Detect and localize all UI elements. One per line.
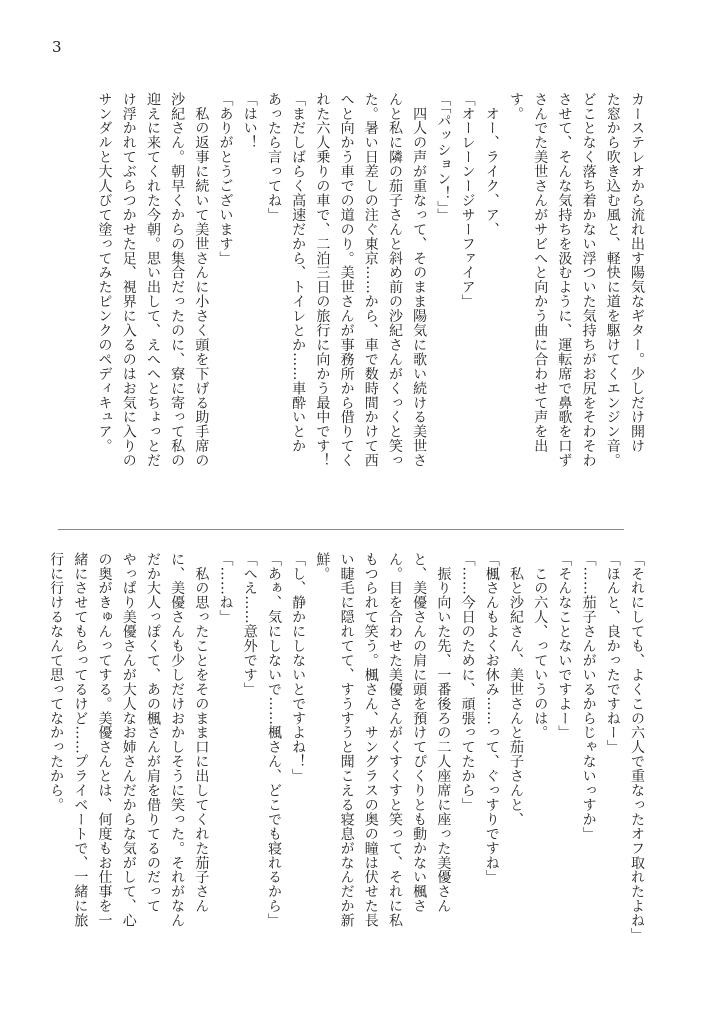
- text-line: 「あぁ、気にしないで……楓さん、どこでも寝れるから」: [265, 552, 282, 928]
- text-line: サンダルと大人びて塗ってみたピンクのペディキュア。: [96, 92, 113, 454]
- text-line: 「楓さんもよくお休み……って、ぐっすりですね」: [483, 552, 500, 885]
- text-line: 鮮。: [314, 552, 331, 581]
- text-line: 「オーレーンージサーファイア」: [459, 92, 476, 309]
- text-line: 「ほんと、良かったですねー」: [604, 552, 621, 755]
- text-line: させて、そんな気持ちを汲むように、運転席で鼻歌を口ず: [556, 92, 573, 468]
- text-line: もつられて笑う。楓さん、サングラスの奥の瞳は伏せた長: [362, 552, 379, 928]
- text-line: さんでた美世さんがサビへと向かう曲に合わせて声を出: [532, 92, 549, 454]
- text-line: 「それにしても、よくこの六人で重なったオフ取れたよね」: [629, 552, 645, 943]
- top-text-block: [49, 92, 649, 512]
- text-line: 迎えに来てくれた今朝。思い出して、えへへとちょっとだ: [144, 92, 161, 468]
- text-line: 「「パッション！」」: [435, 92, 452, 223]
- text-line: 「そんなことないですよー」: [556, 552, 573, 740]
- bottom-text-block: [49, 552, 649, 992]
- text-line: の奥がきゅんってする。美優さんとは、何度もお仕事を一: [96, 552, 113, 928]
- text-line: け浮かれてぶらつかせた足、視界に入るのはお気に入りの: [120, 92, 137, 468]
- text-line: 「……茄子さんがいるからじゃないっすか」: [580, 552, 597, 841]
- text-line: 行に行けるなんて思ってなかったから。: [48, 552, 65, 813]
- text-line: へと向かう車での道のり。美世さんが事務所から借りてく: [338, 92, 355, 468]
- text-line: れた六人乗りの車で、二泊三日の旅行に向かう最中です！: [314, 92, 331, 468]
- text-line: オー、ライク、ア、: [483, 92, 500, 237]
- text-line: と、美優さんの肩に頭を預けてぴくりとも動かない楓さ: [411, 552, 428, 914]
- text-line: 私と沙紀さん、美世さんと茄子さんと、: [507, 552, 524, 827]
- section-divider: [58, 529, 624, 530]
- text-line: に、美優さんも少しだけおかしそうに笑った。それがなん: [169, 552, 186, 928]
- text-line: 「……ね」: [217, 552, 234, 625]
- text-line: 振り向いた先、一番後ろの二人座席に座った美優さん: [435, 552, 452, 914]
- text-line: やっぱり美優さんが大人なお姉さんだからな気がして、心: [120, 552, 137, 928]
- text-line: カーステレオから流れ出す陽気なギター。少しだけ開け: [629, 92, 645, 454]
- text-line: この六人、っていうのは。: [532, 552, 549, 740]
- text-line: 緒にさせてもらってるけど……プライベートで、一緒に旅: [72, 552, 89, 928]
- text-line: た。暑い日差しの注ぐ東京……から、車で数時間かけて西: [362, 92, 379, 468]
- text-line: 「ありがとうございます」: [217, 92, 234, 266]
- text-line: 「まだしばらく高速だから、トイレとか……車酔いとか: [290, 92, 307, 454]
- text-line: だか大人っぽくて、あの楓さんが肩を借りてるのだって: [144, 552, 161, 914]
- text-line: 「……今日のために、頑張ってたから」: [459, 552, 476, 813]
- text-line: あったら言ってね」: [265, 92, 282, 223]
- text-line: す。: [507, 92, 524, 121]
- text-line: 「へえ……意外です」: [241, 552, 258, 697]
- text-line: 私の思ったことをそのまま口に出してくれた茄子さん: [193, 552, 210, 914]
- text-line: 私の返事に続いて美世さんに小さく頭を下げる助手席の: [193, 92, 210, 468]
- text-line: た窓から吹き込む風と、軽快に道を駆けてくエンジン音。: [604, 92, 621, 468]
- text-line: 「はい！: [241, 92, 258, 150]
- text-line: 「し、静かにしないとですよね！」: [290, 552, 307, 784]
- text-line: 沙紀さん。朝早くからの集合だったのに、寮に寄って私の: [169, 92, 186, 468]
- text-line: どことなく落ち着かない浮ついた気持ちがお尻をそわそわ: [580, 92, 597, 468]
- text-line: ん。目を合わせた美優さんがくすくすと笑って、それに私: [386, 552, 403, 928]
- text-line: い睫毛に隠れてて、すうすうと聞こえる寝息がなんだか新: [338, 552, 355, 928]
- text-line: んと私に隣の茄子さんと斜め前の沙紀さんがくっくと笑っ: [386, 92, 403, 468]
- text-line: 四人の声が重なって、そのまま陽気に歌い続ける美世さ: [411, 92, 428, 468]
- page-number: 3: [52, 38, 62, 56]
